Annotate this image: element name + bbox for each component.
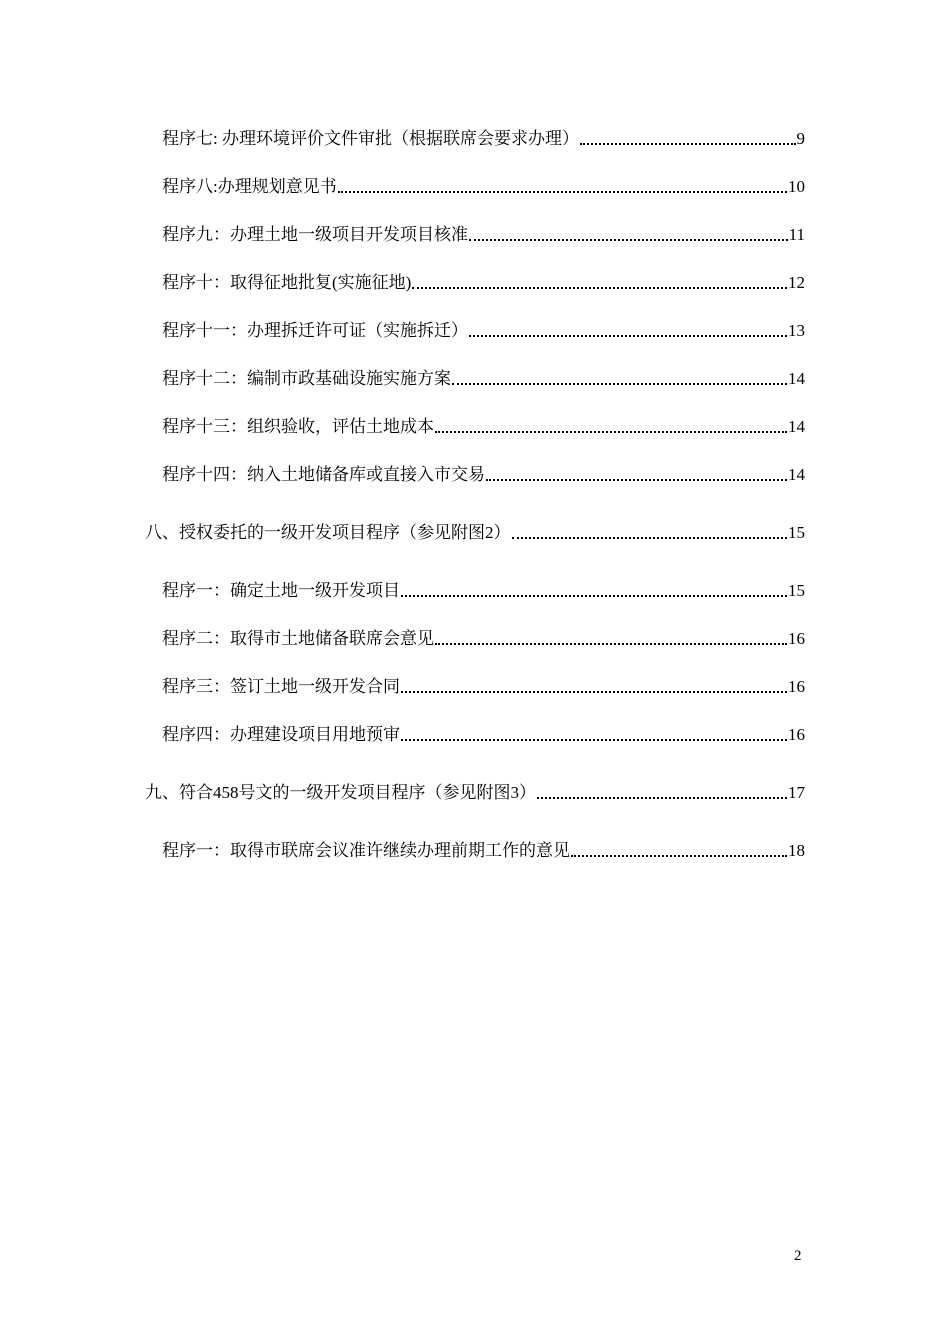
toc-entry-page: 15 <box>788 523 805 542</box>
toc-entry-page: 12 <box>788 273 805 292</box>
toc-entry[interactable] <box>162 412 805 438</box>
toc-dot-leader <box>571 855 787 857</box>
toc-dot-leader <box>469 239 788 241</box>
toc-entry-label: 程序四：办理建设项目用地预审 <box>162 725 400 744</box>
toc-dot-leader <box>412 287 787 289</box>
toc-entry-page: 14 <box>788 369 805 388</box>
toc-entry-page: 18 <box>788 841 805 860</box>
toc-entry-label: 程序七: 办理环境评价文件审批（根据联席会要求办理） <box>162 129 579 148</box>
toc-entry-label: 程序十三：组织验收，评估土地成本 <box>162 417 434 436</box>
toc-dot-leader <box>537 797 787 799</box>
toc-entry-label: 八、授权委托的一级开发项目程序（参见附图2） <box>145 523 511 542</box>
toc-entry-label: 程序一：取得市联席会议准许继续办理前期工作的意见 <box>162 841 570 860</box>
toc-dot-leader <box>452 383 787 385</box>
toc-dot-leader <box>580 143 796 145</box>
toc-entry[interactable] <box>162 172 805 198</box>
toc-dot-leader <box>435 643 787 645</box>
toc-entry[interactable] <box>162 364 805 390</box>
toc-entry-page: 14 <box>788 465 805 484</box>
toc-entry-label: 程序十：取得征地批复(实施征地) <box>162 273 412 292</box>
toc-entry-page: 16 <box>788 677 805 696</box>
toc-dot-leader <box>435 431 787 433</box>
toc-entry[interactable] <box>162 460 805 486</box>
toc-entry-label: 程序九：办理土地一级项目开发项目核准 <box>162 225 468 244</box>
toc-entry[interactable] <box>162 220 805 246</box>
toc-dot-leader <box>486 479 787 481</box>
toc-section-entry[interactable] <box>145 778 805 804</box>
toc-entry[interactable] <box>162 836 805 862</box>
toc-entry-label: 程序一：确定土地一级开发项目 <box>162 581 400 600</box>
toc-entry-page: 16 <box>788 629 805 648</box>
toc-dot-leader <box>401 595 787 597</box>
toc-section-entry[interactable] <box>145 518 805 544</box>
toc-entry[interactable] <box>162 576 805 602</box>
toc-entry-page: 15 <box>788 581 805 600</box>
toc-entry[interactable] <box>162 720 805 746</box>
toc-entry-label: 程序十四：纳入土地储备库或直接入市交易 <box>162 465 485 484</box>
page-number: 2 <box>794 1248 802 1264</box>
toc-entry-page: 13 <box>788 321 805 340</box>
toc-entry-label: 程序三：签订土地一级开发合同 <box>162 677 400 696</box>
toc-entry-page: 11 <box>788 225 805 244</box>
toc-dot-leader <box>512 537 788 539</box>
toc-dot-leader <box>401 739 787 741</box>
toc-entry[interactable] <box>162 268 805 294</box>
toc-entry-label: 程序十二：编制市政基础设施实施方案 <box>162 369 451 388</box>
toc-entry[interactable] <box>162 672 805 698</box>
toc-entry-label: 程序十一：办理拆迁许可证（实施拆迁） <box>162 321 468 340</box>
toc-entry-label: 程序八:办理规划意见书 <box>162 177 337 196</box>
toc-entry[interactable] <box>162 624 805 650</box>
toc-entry-label: 程序二：取得市土地储备联席会意见 <box>162 629 434 648</box>
toc-dot-leader <box>338 191 787 193</box>
toc-entry[interactable] <box>162 316 805 342</box>
toc-dot-leader <box>401 691 787 693</box>
toc-entry-page: 16 <box>788 725 805 744</box>
toc-dot-leader <box>469 335 787 337</box>
toc-entry-page: 17 <box>788 783 805 802</box>
toc-entry[interactable] <box>162 124 805 150</box>
toc-entry-label: 九、符合458号文的一级开发项目程序（参见附图3） <box>145 783 536 802</box>
toc-entry-page: 9 <box>796 129 805 148</box>
toc-entry-page: 10 <box>788 177 805 196</box>
toc-entry-page: 14 <box>788 417 805 436</box>
